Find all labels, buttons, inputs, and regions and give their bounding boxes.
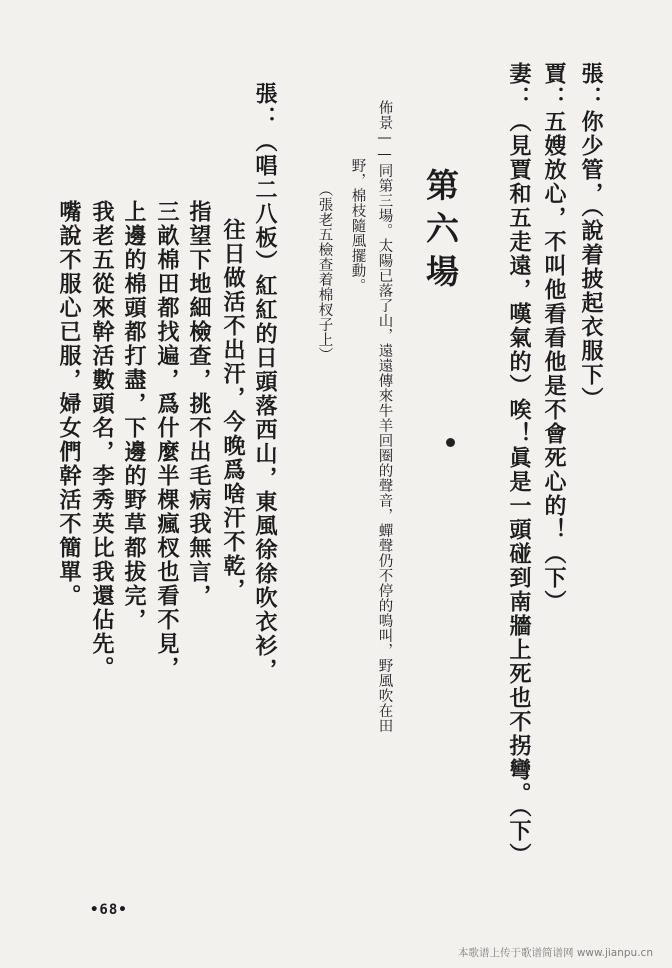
song-line-2: 往日做活不出汗，今晚爲啥汗不乾， — [220, 218, 246, 602]
setting-stage-direction: （張老五檢查着棉杈子上） — [316, 182, 333, 362]
scene-title: 第六場 — [421, 168, 460, 297]
song-line-7: 嘴說不服心已服，婦女們幹活不簡單。 — [56, 200, 82, 608]
song-line-3: 指望下地細檢查，挑不出毛病我無言， — [186, 200, 212, 608]
watermark: 本歌谱上传于歌谱简谱网 www.jianpu.cn — [458, 947, 653, 959]
song-line-5: 上邊的棉頭都打盡，下邊的野草都拔完， — [121, 200, 147, 632]
dialogue-jia-line: 賈：五嫂放心，不叫他看看他是不會死心的！（下） — [541, 62, 567, 614]
separator-dot — [446, 438, 455, 447]
song-line-6: 我老五從來幹活數頭名，李秀英比我還佔先。 — [89, 200, 115, 680]
song-line-1: 張：（唱二八板）紅紅的日頭落西山，東風徐徐吹衣衫， — [252, 82, 278, 682]
song-line-4: 三畝棉田都找遍，爲什麼半棵瘋杈也看不見， — [154, 200, 180, 680]
setting-line-1: 佈景——同第三場。太陽已落了山，遠遠傳來牛羊回圈的聲音，蟬聲仍不停的鳴叫，野風吹在田 — [376, 100, 393, 733]
setting-line-2: 野，棉枝隨風擺動。 — [349, 158, 366, 293]
dialogue-zhang-line: 張：你少管，（說着披起衣服下） — [578, 62, 604, 411]
dialogue-wife-line: 妻：（見賈和五走遠，嘆氣的）唉！眞是一頭碰到南牆上死也不拐彎。（下） — [506, 62, 532, 867]
page-number: •68• — [90, 902, 128, 918]
